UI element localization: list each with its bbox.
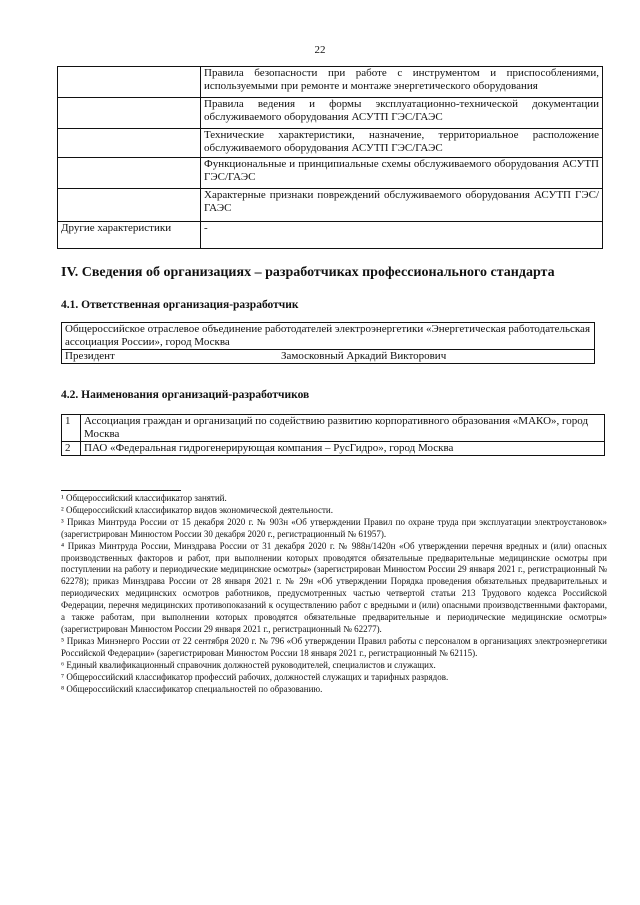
table-row bbox=[58, 189, 603, 222]
table-row bbox=[62, 350, 595, 364]
footnote: ⁴ Приказ Минтруда России, Минздрава России от 31 декабря 2020 г. № 988н/1420н «Об утверждении перечня вредных и (или) опасных производственных факторов и работ, при выполнении которых проводятся обязательные предварительные медицинские осмотры при поступлении на работу и периодические медицинские осмотры» (зарегистрирован Минюстом России 29 января 2021 г., регистрационный № 62278); приказ Минздрава России от 28 января 2021 г. № 29н «Об утверждении Порядка проведения обязательных предварительных и периодических медицинских осмотров работников, предусмотренных частью четвертой статьи 213 Трудового кодекса Российской Федерации, перечня медицинских противопоказаний к осуществлению работ с вредными и (или) опасными производственными факторами, а также работам, при выполнении которых проводятся обязательные предварительные и периодические медицинские осмотры» (зарегистрирован Минюстом России 29 января 2021 г., регистрационный № 62277). bbox=[61, 540, 607, 634]
subsection-title-developers: 4.2. Наименования организаций-разработчиков bbox=[61, 389, 310, 401]
row-number: 2 bbox=[62, 442, 81, 456]
person-name: Замосковный Аркадий Викторович bbox=[278, 350, 595, 364]
organization-name: Общероссийское отраслевое объединение работодателей электроэнергетики «Энергетическая работодательская ассоциация России», город Москва bbox=[62, 323, 595, 350]
other-characteristics-value: - bbox=[201, 222, 603, 249]
footnote: ⁵ Приказ Минэнерго России от 22 сентября 2020 г. № 796 «Об утверждении Правил работы с персоналом в организациях электроэнергетики Российской Федерации» (зарегистрирован Минюстом России 18 января 2021 г., регистрационный № 62115). bbox=[61, 635, 607, 658]
developer-name: Ассоциация граждан и организаций по содействию развитию корпоративного образования «МАКО», город Москва bbox=[81, 415, 605, 442]
footnotes bbox=[61, 493, 607, 695]
table-row bbox=[58, 222, 603, 249]
footnote: ⁷ Общероссийский классификатор профессий рабочих, должностей служащих и тарифных разрядов. bbox=[61, 671, 449, 682]
subsection-title-responsible: 4.1. Ответственная организация-разработчик bbox=[61, 299, 299, 311]
footnote: ³ Приказ Минтруда России от 15 декабря 2020 г. № 903н «Об утверждении Правил по охране труда при эксплуатации электроустановок» (зарегистрирован Минюстом России 30 декабря 2020 г., регистрационный № 61957). bbox=[61, 516, 607, 539]
table-cell-label bbox=[58, 98, 201, 129]
table-cell-text: Технические характеристики, назначение, территориальное расположение обслуживаемого оборудования АСУТП ГЭС/ГАЭС bbox=[201, 129, 603, 158]
table-cell-text: Правила безопасности при работе с инструментом и приспособлениями, используемыми при ремонте и монтаже энергетического оборудования bbox=[201, 67, 603, 98]
page-number: 22 bbox=[314, 44, 326, 56]
footnote: ⁸ Общероссийский классификатор специальностей по образованию. bbox=[61, 683, 323, 694]
table-row bbox=[62, 323, 595, 350]
table-row bbox=[58, 129, 603, 158]
table-cell-label bbox=[58, 189, 201, 222]
footnote: ² Общероссийский классификатор видов экономической деятельности. bbox=[61, 504, 333, 515]
footnote: ¹ Общероссийский классификатор занятий. bbox=[61, 493, 227, 503]
table-cell-label bbox=[58, 67, 201, 98]
table-cell-label bbox=[58, 129, 201, 158]
table-cell-label bbox=[58, 158, 201, 189]
row-number: 1 bbox=[62, 415, 81, 442]
developer-name: ПАО «Федеральная гидрогенерирующая компания – РусГидро», город Москва bbox=[81, 442, 605, 456]
developer-organizations-table bbox=[61, 414, 605, 456]
footnote-divider bbox=[61, 490, 181, 491]
table-cell-text: Характерные признаки повреждений обслуживаемого оборудования АСУТП ГЭС/ГАЭС bbox=[201, 189, 603, 222]
table-cell-text: Правила ведения и формы эксплуатационно-технической документации обслуживаемого оборудования АСУТП ГЭС/ГАЭС bbox=[201, 98, 603, 129]
table-row bbox=[58, 67, 603, 98]
table-row bbox=[62, 415, 605, 442]
footnote: ⁶ Единый квалификационный справочник должностей руководителей, специалистов и служащих. bbox=[61, 659, 436, 670]
table-cell-text: Функциональные и принципиальные схемы обслуживаемого оборудования АСУТП ГЭС/ГАЭС bbox=[201, 158, 603, 189]
table-row bbox=[58, 98, 603, 129]
table-row bbox=[62, 442, 605, 456]
table-row bbox=[58, 158, 603, 189]
characteristics-table bbox=[57, 66, 603, 249]
section-title: IV. Сведения об организациях – разработчиках профессионального стандарта bbox=[61, 265, 555, 280]
other-characteristics-label: Другие характеристики bbox=[58, 222, 201, 249]
responsible-organization-table bbox=[61, 322, 595, 364]
position-title: Президент bbox=[62, 350, 279, 364]
